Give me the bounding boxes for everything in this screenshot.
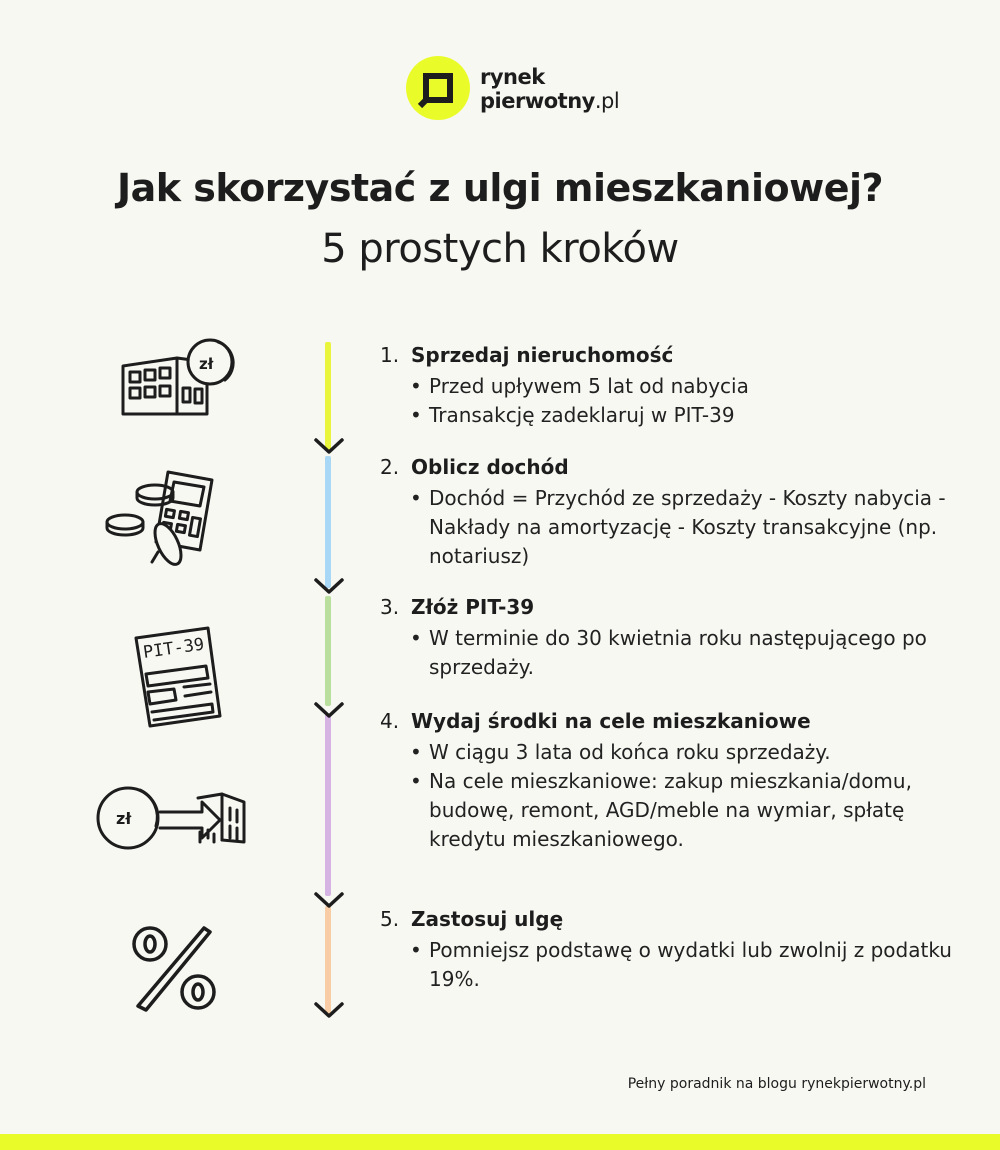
tax-form-icon [124, 624, 224, 734]
step-bullets [380, 738, 970, 854]
timeline-segment-3 [325, 596, 331, 706]
logo-line1: rynek [480, 65, 545, 89]
footer-note: Pełny poradnik na blogu rynekpierwotny.pl [627, 1076, 926, 1092]
logo-text [480, 65, 619, 113]
step-heading [380, 708, 970, 734]
step-title: Oblicz dochód [411, 455, 569, 479]
logo-line2-suffix: .pl [594, 89, 620, 113]
chevron-down-icon [313, 576, 345, 596]
logo-line2-bold: pierwotny [480, 89, 595, 113]
bullet-item: • W terminie do 30 kwietnia roku następującego po sprzedaży. [408, 624, 970, 682]
step-bullets [380, 936, 970, 994]
page-subtitle: 5 prostych kroków [321, 226, 679, 272]
logo-badge [406, 56, 470, 120]
step-heading [380, 906, 970, 932]
step-number: 3. [380, 595, 400, 619]
percent-icon [124, 922, 224, 1014]
chevron-down-icon [313, 700, 345, 720]
building-coin-icon [115, 332, 245, 422]
timeline-segment-1 [325, 342, 331, 450]
step-bullets [380, 484, 970, 571]
chevron-down-icon [313, 436, 345, 456]
step-3 [380, 594, 970, 682]
calculator-coins-icon [100, 462, 235, 572]
page-title: Jak skorzystać z ulgi mieszkaniowej? [116, 166, 884, 210]
step-heading [380, 454, 970, 480]
bullet-item: • Transakcję zadeklaruj w PIT-39 [408, 401, 970, 430]
step-heading [380, 594, 970, 620]
step-1 [380, 342, 970, 430]
step-bullets [380, 372, 970, 430]
step-5 [380, 906, 970, 994]
step-number: 2. [380, 455, 400, 479]
timeline-segment-5 [325, 906, 331, 1014]
coin-label: zł [116, 809, 132, 828]
chevron-down-icon [313, 1000, 345, 1020]
step-number: 1. [380, 343, 400, 367]
bullet-item: • W ciągu 3 lata od końca roku sprzedaży. [408, 738, 970, 767]
logo-line2 [480, 89, 619, 113]
step-heading [380, 342, 970, 368]
step-number: 5. [380, 907, 400, 931]
step-title: Sprzedaj nieruchomość [411, 343, 674, 367]
bottom-accent-bar [0, 1134, 1000, 1150]
square-logo-icon [406, 56, 470, 120]
coin-label: zł [199, 355, 214, 373]
timeline-segment-2 [325, 456, 331, 588]
timeline [300, 330, 360, 1030]
step-number: 4. [380, 709, 400, 733]
form-label: PIT-39 [141, 634, 206, 663]
coin-to-building-icon [94, 778, 254, 858]
bullet-item: • Na cele mieszkaniowe: zakup mieszkania/domu, budowę, remont, AGD/meble na wymiar, spłatę kredytu mieszkaniowego. [408, 767, 970, 854]
step-4 [380, 708, 970, 854]
step-title: Złóż PIT-39 [411, 595, 535, 619]
step-title: Wydaj środki na cele mieszkaniowe [411, 709, 811, 733]
bullet-item: • Przed upływem 5 lat od nabycia [408, 372, 970, 401]
step-bullets [380, 624, 970, 682]
timeline-segment-4 [325, 714, 331, 896]
bullet-item: • Pomniejsz podstawę o wydatki lub zwolnij z podatku 19%. [408, 936, 970, 994]
chevron-down-icon [313, 890, 345, 910]
step-title: Zastosuj ulgę [411, 907, 564, 931]
step-2 [380, 454, 970, 571]
brand-logo [406, 56, 646, 122]
bullet-item: • Dochód = Przychód ze sprzedaży - Koszty nabycia - Nakłady na amortyzację - Koszty transakcyjne (np. notariusz) [408, 484, 970, 571]
